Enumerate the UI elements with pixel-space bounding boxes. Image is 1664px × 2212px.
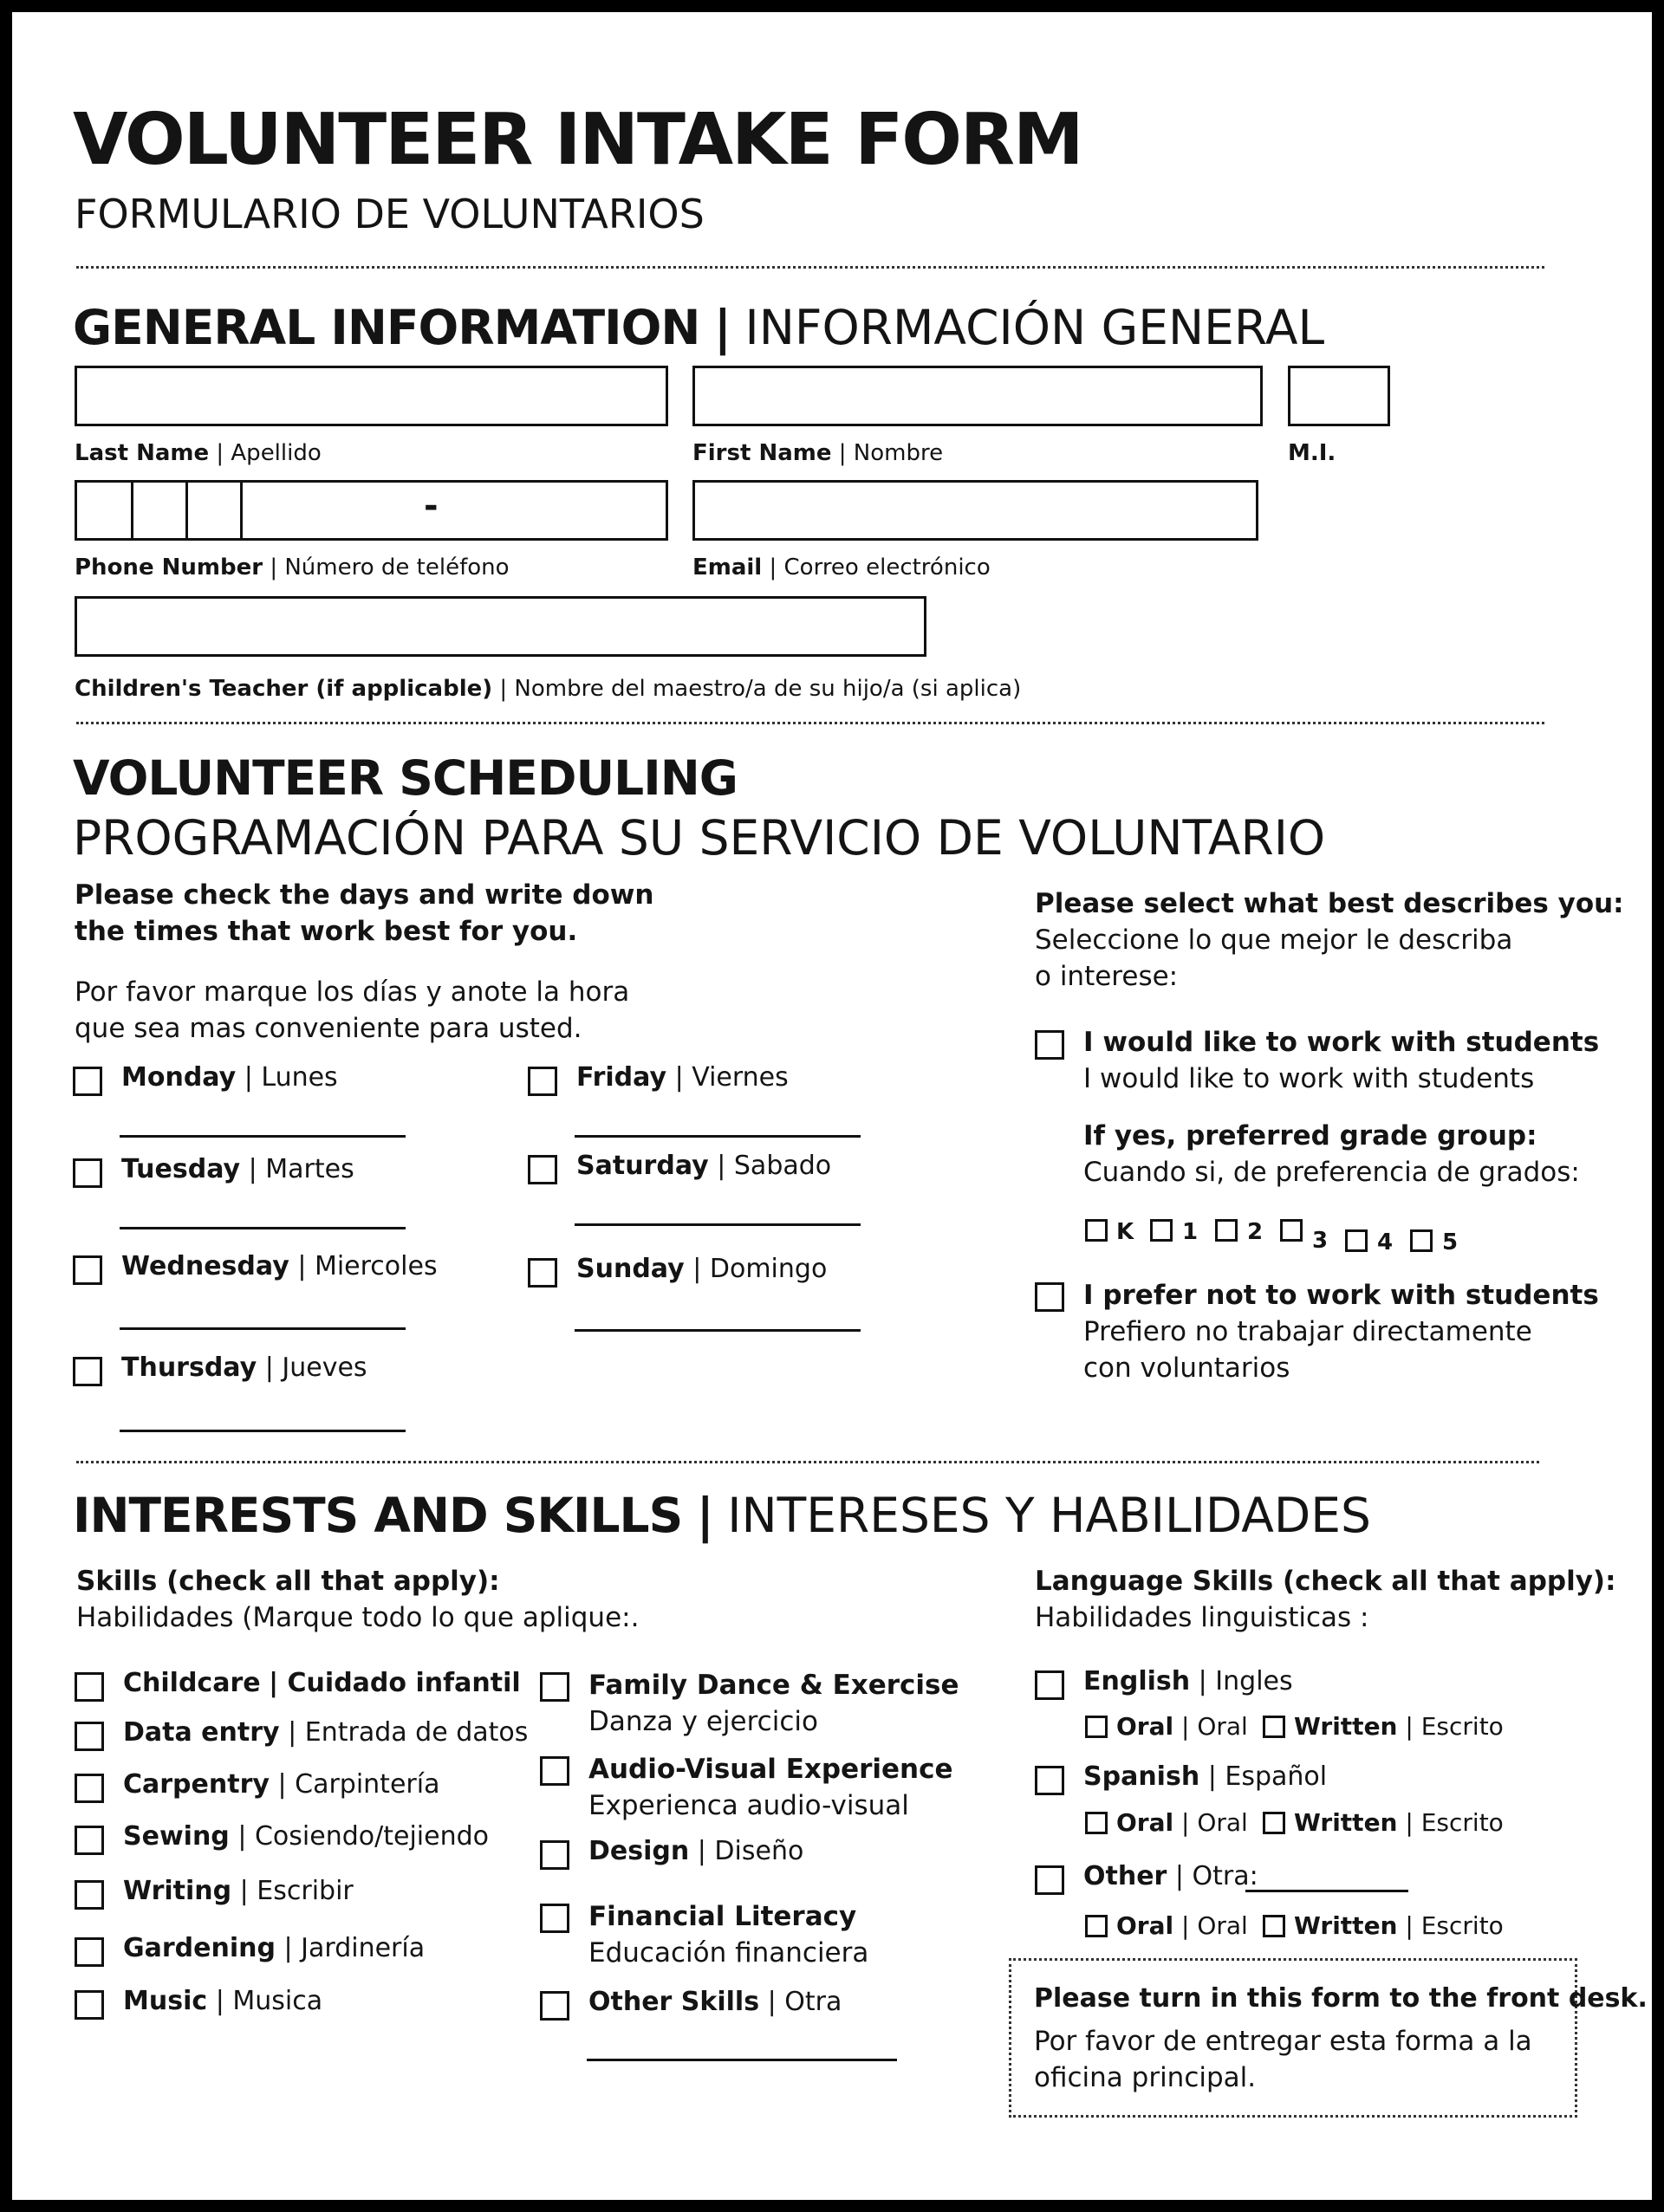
phone-field[interactable] bbox=[75, 480, 668, 541]
wednesday-checkbox[interactable] bbox=[73, 1255, 102, 1285]
general-heading: GENERAL INFORMATION | INFORMACIÓN GENERAL bbox=[73, 300, 1325, 355]
wednesday-label: Wednesday | Miercoles bbox=[121, 1251, 438, 1281]
design-label: Design | Diseño bbox=[588, 1836, 804, 1866]
thursday-time-line[interactable] bbox=[120, 1430, 406, 1432]
carpentry-checkbox[interactable] bbox=[75, 1774, 104, 1803]
mi-label: M.I. bbox=[1288, 440, 1336, 466]
divider bbox=[76, 722, 1544, 724]
other-language-label: Other | Otra: bbox=[1083, 1861, 1258, 1891]
divider bbox=[76, 266, 1544, 269]
carpentry-label: Carpentry | Carpintería bbox=[123, 1769, 440, 1800]
spanish-oral-label: Oral | Oral bbox=[1116, 1808, 1248, 1837]
english-written-checkbox[interactable] bbox=[1263, 1716, 1285, 1738]
grade-5-label: 5 bbox=[1442, 1229, 1459, 1255]
english-oral-checkbox[interactable] bbox=[1085, 1716, 1108, 1738]
spanish-written-label: Written | Escrito bbox=[1294, 1808, 1504, 1837]
front-desk-notice bbox=[1009, 1958, 1648, 2118]
grade-4-checkbox[interactable] bbox=[1345, 1229, 1368, 1252]
last-name-field[interactable] bbox=[75, 366, 668, 426]
saturday-label: Saturday | Sabado bbox=[576, 1151, 832, 1181]
friday-label: Friday | Viernes bbox=[576, 1062, 789, 1093]
childcare-checkbox[interactable] bbox=[75, 1672, 104, 1702]
language-prompt: Language Skills (check all that apply): Habilidades linguisticas : bbox=[1035, 1566, 1616, 1633]
page-subtitle: FORMULARIO DE VOLUNTARIOS bbox=[75, 191, 705, 237]
music-checkbox[interactable] bbox=[75, 1990, 104, 2020]
email-label: Email | Correo electrónico bbox=[692, 555, 991, 581]
sewing-label: Sewing | Cosiendo/tejiendo bbox=[123, 1821, 489, 1852]
childcare-label: Childcare | Cuidado infantil bbox=[123, 1668, 521, 1698]
grade-1-label: 1 bbox=[1182, 1219, 1199, 1245]
audio-visual-label: Audio-Visual Experience Experienca audio-visual bbox=[588, 1754, 953, 1821]
english-checkbox[interactable] bbox=[1035, 1670, 1064, 1700]
sunday-label: Sunday | Domingo bbox=[576, 1254, 828, 1284]
saturday-checkbox[interactable] bbox=[528, 1155, 557, 1184]
scheduling-heading-en: VOLUNTEER SCHEDULING bbox=[73, 750, 738, 806]
gardening-label: Gardening | Jardinería bbox=[123, 1933, 426, 1963]
teacher-label: Children's Teacher (if applicable) | Nombre del maestro/a de su hijo/a (si aplica) bbox=[75, 676, 1022, 702]
audio-visual-checkbox[interactable] bbox=[540, 1756, 569, 1786]
other-language-checkbox[interactable] bbox=[1035, 1865, 1064, 1895]
scheduling-heading-es: PROGRAMACIÓN PARA SU SERVICIO DE VOLUNTARIO bbox=[73, 810, 1326, 866]
other-skills-label: Other Skills | Otra bbox=[588, 1987, 842, 2017]
sewing-checkbox[interactable] bbox=[75, 1826, 104, 1855]
other-oral-checkbox[interactable] bbox=[1085, 1915, 1108, 1937]
spanish-written-checkbox[interactable] bbox=[1263, 1812, 1285, 1834]
page-title: VOLUNTEER INTAKE FORM bbox=[73, 99, 1082, 181]
financial-literacy-checkbox[interactable] bbox=[540, 1904, 569, 1933]
monday-label: Monday | Lunes bbox=[121, 1062, 338, 1093]
last-name-label: Last Name | Apellido bbox=[75, 440, 322, 466]
first-name-field[interactable] bbox=[692, 366, 1263, 426]
phone-digit-divider bbox=[240, 483, 243, 538]
first-name-label: First Name | Nombre bbox=[692, 440, 944, 466]
phone-digit-divider bbox=[131, 483, 133, 538]
scheduling-instructions-en: Please check the days and write down the times that work best for you. bbox=[75, 879, 654, 947]
monday-checkbox[interactable] bbox=[73, 1067, 102, 1096]
notice-es: Por favor de entregar esta forma a la oficina principal. bbox=[1034, 2026, 1532, 2093]
grade-5-checkbox[interactable] bbox=[1410, 1229, 1433, 1252]
tuesday-label: Tuesday | Martes bbox=[121, 1154, 354, 1184]
financial-literacy-label: Financial Literacy Educación financiera bbox=[588, 1901, 869, 1969]
english-oral-label: Oral | Oral bbox=[1116, 1712, 1248, 1741]
family-dance-label: Family Dance & Exercise Danza y ejercicio bbox=[588, 1670, 959, 1737]
work-with-students-label: I would like to work with students I would like to work with students bbox=[1083, 1027, 1600, 1094]
family-dance-checkbox[interactable] bbox=[540, 1672, 569, 1702]
thursday-checkbox[interactable] bbox=[73, 1357, 102, 1386]
thursday-label: Thursday | Jueves bbox=[121, 1352, 367, 1383]
spanish-oral-checkbox[interactable] bbox=[1085, 1812, 1108, 1834]
grade-k-label: K bbox=[1116, 1219, 1134, 1245]
describe-prompt: Please select what best describes you: Seleccione lo que mejor le describa o interese: bbox=[1035, 888, 1624, 992]
interests-heading: INTERESTS AND SKILLS | INTERESES Y HABILIDADES bbox=[73, 1488, 1371, 1543]
other-oral-label: Oral | Oral bbox=[1116, 1911, 1248, 1940]
data-entry-label: Data entry | Entrada de datos bbox=[123, 1717, 529, 1748]
grade-3-checkbox[interactable] bbox=[1280, 1219, 1303, 1242]
other-language-line[interactable] bbox=[1245, 1890, 1408, 1892]
grade-4-label: 4 bbox=[1377, 1229, 1394, 1255]
english-label: English | Ingles bbox=[1083, 1666, 1293, 1696]
data-entry-checkbox[interactable] bbox=[75, 1722, 104, 1751]
saturday-time-line[interactable] bbox=[575, 1223, 861, 1226]
grade-group-prompt: If yes, preferred grade group: Cuando si, de preferencia de grados: bbox=[1083, 1120, 1580, 1188]
grade-k-checkbox[interactable] bbox=[1085, 1219, 1108, 1242]
spanish-checkbox[interactable] bbox=[1035, 1766, 1064, 1795]
grade-2-checkbox[interactable] bbox=[1215, 1219, 1238, 1242]
spanish-label: Spanish | Español bbox=[1083, 1761, 1328, 1792]
phone-dash: - bbox=[424, 486, 439, 526]
email-field[interactable] bbox=[692, 480, 1258, 541]
other-written-checkbox[interactable] bbox=[1263, 1915, 1285, 1937]
teacher-field[interactable] bbox=[75, 596, 926, 657]
monday-time-line[interactable] bbox=[120, 1135, 406, 1138]
other-written-label: Written | Escrito bbox=[1294, 1911, 1504, 1940]
notice-en: Please turn in this form to the front desk. bbox=[1034, 1983, 1648, 2014]
divider bbox=[76, 1461, 1539, 1463]
middle-initial-field[interactable] bbox=[1288, 366, 1390, 426]
work-with-students-checkbox[interactable] bbox=[1035, 1030, 1064, 1060]
phone-label: Phone Number | Número de teléfono bbox=[75, 555, 510, 581]
writing-label: Writing | Escribir bbox=[123, 1876, 354, 1906]
other-skills-checkbox[interactable] bbox=[540, 1991, 569, 2021]
sunday-checkbox[interactable] bbox=[528, 1258, 557, 1288]
skills-prompt: Skills (check all that apply): Habilidades (Marque todo lo que aplique:. bbox=[76, 1566, 640, 1633]
prefer-not-label: I prefer not to work with students Prefiero no trabajar directamente con voluntarios bbox=[1083, 1280, 1599, 1384]
scheduling-instructions-es: Por favor marque los días y anote la hora que sea mas conveniente para usted. bbox=[75, 976, 630, 1044]
writing-checkbox[interactable] bbox=[75, 1880, 104, 1910]
wednesday-time-line[interactable] bbox=[120, 1327, 406, 1330]
friday-checkbox[interactable] bbox=[528, 1067, 557, 1096]
gardening-checkbox[interactable] bbox=[75, 1937, 104, 1967]
sunday-time-line[interactable] bbox=[575, 1329, 861, 1332]
form-page bbox=[12, 12, 1652, 2200]
phone-digit-divider bbox=[185, 483, 188, 538]
friday-time-line[interactable] bbox=[575, 1135, 861, 1138]
grade-3-label: 3 bbox=[1312, 1228, 1329, 1254]
music-label: Music | Musica bbox=[123, 1986, 323, 2016]
design-checkbox[interactable] bbox=[540, 1840, 569, 1870]
grade-1-checkbox[interactable] bbox=[1150, 1219, 1173, 1242]
prefer-not-checkbox[interactable] bbox=[1035, 1282, 1064, 1312]
grade-2-label: 2 bbox=[1247, 1219, 1264, 1245]
tuesday-checkbox[interactable] bbox=[73, 1158, 102, 1188]
other-skills-line[interactable] bbox=[587, 2059, 897, 2061]
tuesday-time-line[interactable] bbox=[120, 1227, 406, 1229]
english-written-label: Written | Escrito bbox=[1294, 1712, 1504, 1741]
